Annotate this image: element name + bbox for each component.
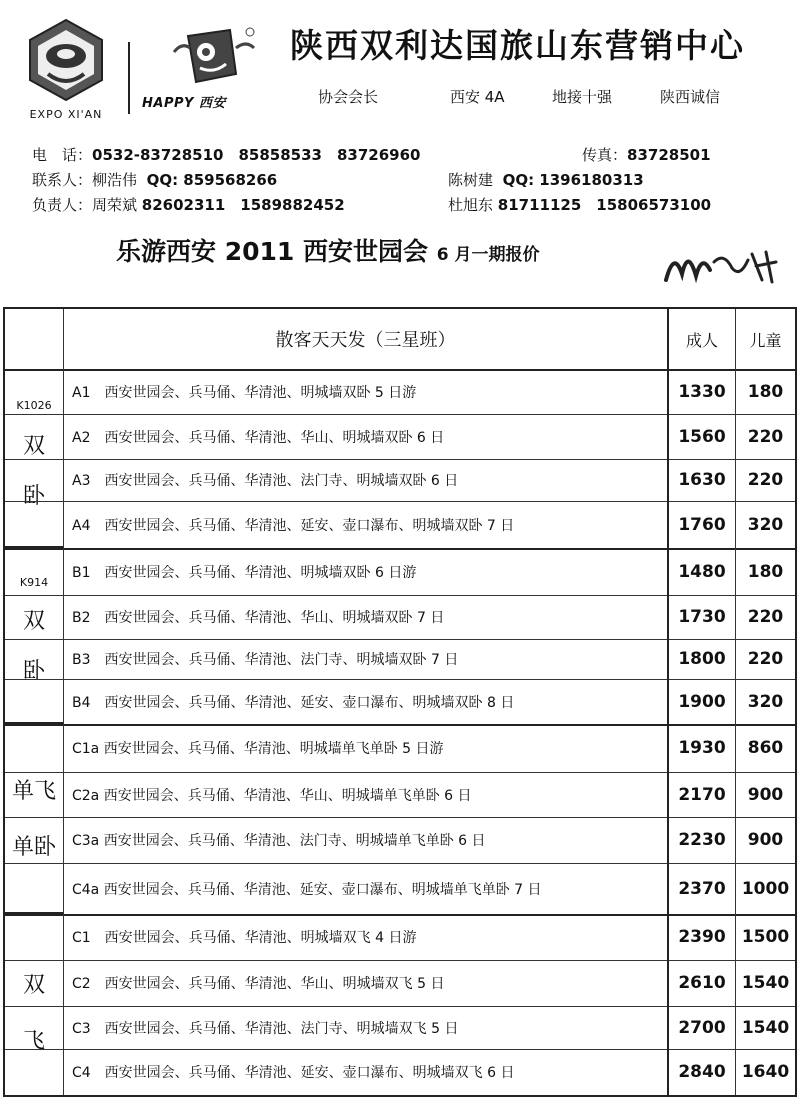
headline-main: 乐游西安 2011 西安世园会 — [116, 237, 428, 266]
adult-price: 1480 — [667, 548, 735, 595]
table-header-row — [5, 309, 795, 371]
route-cell: B3 西安世园会、兵马俑、华清池、法门寺、明城墙双卧 7 日 — [63, 639, 667, 679]
adult-price: 1930 — [667, 724, 735, 772]
headline-sub: 6 月一期报价 — [436, 245, 540, 265]
adult-price: 1900 — [667, 679, 735, 724]
adult-price: 2700 — [667, 1006, 735, 1049]
group-label-char: 卧 — [22, 659, 45, 684]
table-row — [5, 863, 795, 916]
route-cell: C3 西安世园会、兵马俑、华清池、法门寺、明城墙双飞 5 日 — [63, 1006, 667, 1049]
child-price: 1540 — [735, 960, 795, 1006]
group-label-char: 双 — [22, 973, 45, 998]
contact2-name: 陈树建 — [448, 171, 494, 189]
table-row — [5, 639, 795, 680]
tag-association-president: 协会会长 — [318, 88, 379, 106]
child-price: 180 — [735, 548, 795, 595]
signature-logo — [662, 240, 782, 290]
table-row — [5, 960, 795, 1007]
child-price: 900 — [735, 772, 795, 817]
child-price: 220 — [735, 639, 795, 679]
route-cell: C4a 西安世园会、兵马俑、华清池、延安、壶口瀑布、明城墙单飞单卧 7 日 — [63, 863, 667, 914]
adult-price: 2390 — [667, 914, 735, 960]
happy-xian-logo — [138, 22, 268, 122]
route-cell: A3 西安世园会、兵马俑、华清池、法门寺、明城墙双卧 6 日 — [63, 459, 667, 501]
adult-price: 1330 — [667, 369, 735, 414]
contact1-qq: QQ: 859568266 — [146, 171, 278, 189]
route-cell: C3a 西安世园会、兵马俑、华清池、法门寺、明城墙单飞单卧 6 日 — [63, 817, 667, 863]
child-price: 1640 — [735, 1049, 795, 1095]
child-price: 860 — [735, 724, 795, 772]
route-cell: C4 西安世园会、兵马俑、华清池、延安、壶口瀑布、明城墙双飞 6 日 — [63, 1049, 667, 1095]
route-cell: C2 西安世园会、兵马俑、华清池、华山、明城墙双飞 5 日 — [63, 960, 667, 1006]
route-cell: B4 西安世园会、兵马俑、华清池、延安、壶口瀑布、明城墙双卧 8 日 — [63, 679, 667, 724]
route-cell: A1 西安世园会、兵马俑、华清池、明城墙双卧 5 日游 — [63, 369, 667, 414]
manager1-phone: 82602311 1589882452 — [141, 196, 345, 214]
child-price: 1000 — [735, 863, 795, 914]
route-cell: A2 西安世园会、兵马俑、华清池、华山、明城墙双卧 6 日 — [63, 414, 667, 459]
happy-logo-text: HAPPY 西安 — [142, 96, 226, 111]
child-price: 1540 — [735, 1006, 795, 1049]
table-row — [5, 724, 795, 773]
child-price: 180 — [735, 369, 795, 414]
table-row — [5, 548, 795, 596]
table-row — [5, 414, 795, 460]
expo-logo-text: EXPO XI'AN — [29, 108, 103, 121]
phone-value: 0532-83728510 85858533 83726960 — [92, 146, 421, 164]
child-price: 220 — [735, 459, 795, 501]
manager-1 — [32, 194, 345, 215]
table-row — [5, 459, 795, 502]
expo-logo — [12, 18, 120, 130]
phone-label: 电 话： — [32, 146, 93, 164]
adult-price: 2230 — [667, 817, 735, 863]
child-price: 220 — [735, 595, 795, 639]
fax-line — [582, 144, 711, 165]
adult-price: 2370 — [667, 863, 735, 914]
table-row — [5, 772, 795, 818]
tag-shaanxi-integrity: 陕西诚信 — [660, 88, 721, 106]
happy-face-icon — [138, 22, 268, 92]
adult-price: 1630 — [667, 459, 735, 501]
table-row — [5, 501, 795, 550]
table-row — [5, 817, 795, 864]
header-route: 散客天天发（三星班） — [63, 309, 667, 369]
manager2-name: 杜旭东 — [448, 196, 494, 214]
child-price: 320 — [735, 679, 795, 724]
route-cell: C1a 西安世园会、兵马俑、华清池、明城墙单飞单卧 5 日游 — [63, 724, 667, 772]
adult-price: 2610 — [667, 960, 735, 1006]
expo-emblem-icon — [24, 18, 108, 102]
adult-price: 1760 — [667, 501, 735, 548]
table-row — [5, 914, 795, 961]
brush-signature-icon — [662, 240, 782, 290]
child-price: 320 — [735, 501, 795, 548]
price-table — [3, 307, 797, 1097]
header — [0, 0, 800, 300]
adult-price: 1730 — [667, 595, 735, 639]
contact2-qq: QQ: 1396180313 — [502, 171, 644, 189]
logo-divider — [128, 42, 130, 114]
tag-top-ten: 地接十强 — [552, 88, 613, 106]
tag-xian-4a: 西安 4A — [450, 88, 505, 106]
route-cell: C2a 西安世园会、兵马俑、华清池、华山、明城墙单飞单卧 6 日 — [63, 772, 667, 817]
contact-person-2 — [448, 169, 644, 190]
child-price: 900 — [735, 817, 795, 863]
group-label-char: 双 — [22, 609, 45, 634]
group-label-char: 单卧 — [11, 835, 56, 860]
contact-person-1 — [32, 169, 277, 190]
manager2-phone: 81711125 15806573100 — [497, 196, 712, 214]
group-label-char: 单飞 — [11, 779, 56, 804]
adult-price: 2170 — [667, 772, 735, 817]
fax-value: 83728501 — [627, 146, 711, 164]
header-adult: 成人 — [667, 309, 735, 369]
route-cell: B1 西安世园会、兵马俑、华清池、明城墙双卧 6 日游 — [63, 548, 667, 595]
group-train-number: K914 — [19, 576, 49, 589]
table-row — [5, 595, 795, 640]
child-price: 1500 — [735, 914, 795, 960]
group-label-char: 飞 — [22, 1029, 45, 1054]
manager1-name: 负责人：周荣斌 — [32, 196, 138, 214]
adult-price: 1800 — [667, 639, 735, 679]
fax-label: 传真： — [582, 146, 628, 164]
table-row — [5, 1049, 795, 1095]
contact1-name: 联系人：柳浩伟 — [32, 171, 138, 189]
page-headline — [116, 232, 539, 268]
route-cell: C1 西安世园会、兵马俑、华清池、明城墙双飞 4 日游 — [63, 914, 667, 960]
adult-price: 1560 — [667, 414, 735, 459]
child-price: 220 — [735, 414, 795, 459]
route-cell: B2 西安世园会、兵马俑、华清池、华山、明城墙双卧 7 日 — [63, 595, 667, 639]
signature-text: 旭旭游 — [722, 281, 746, 290]
company-name: 陕西双利达国旅山东营销中心 — [290, 26, 745, 65]
table-row — [5, 369, 795, 415]
adult-price: 2840 — [667, 1049, 735, 1095]
header-child: 儿童 — [735, 309, 795, 369]
group-label-char: 卧 — [22, 484, 45, 509]
table-row — [5, 1006, 795, 1050]
phone-line — [32, 144, 420, 165]
table-row — [5, 679, 795, 726]
group-label-char: 双 — [22, 434, 45, 459]
group-train-number: K1026 — [16, 399, 52, 412]
manager-2 — [448, 194, 711, 215]
route-cell: A4 西安世园会、兵马俑、华清池、延安、壶口瀑布、明城墙双卧 7 日 — [63, 501, 667, 548]
